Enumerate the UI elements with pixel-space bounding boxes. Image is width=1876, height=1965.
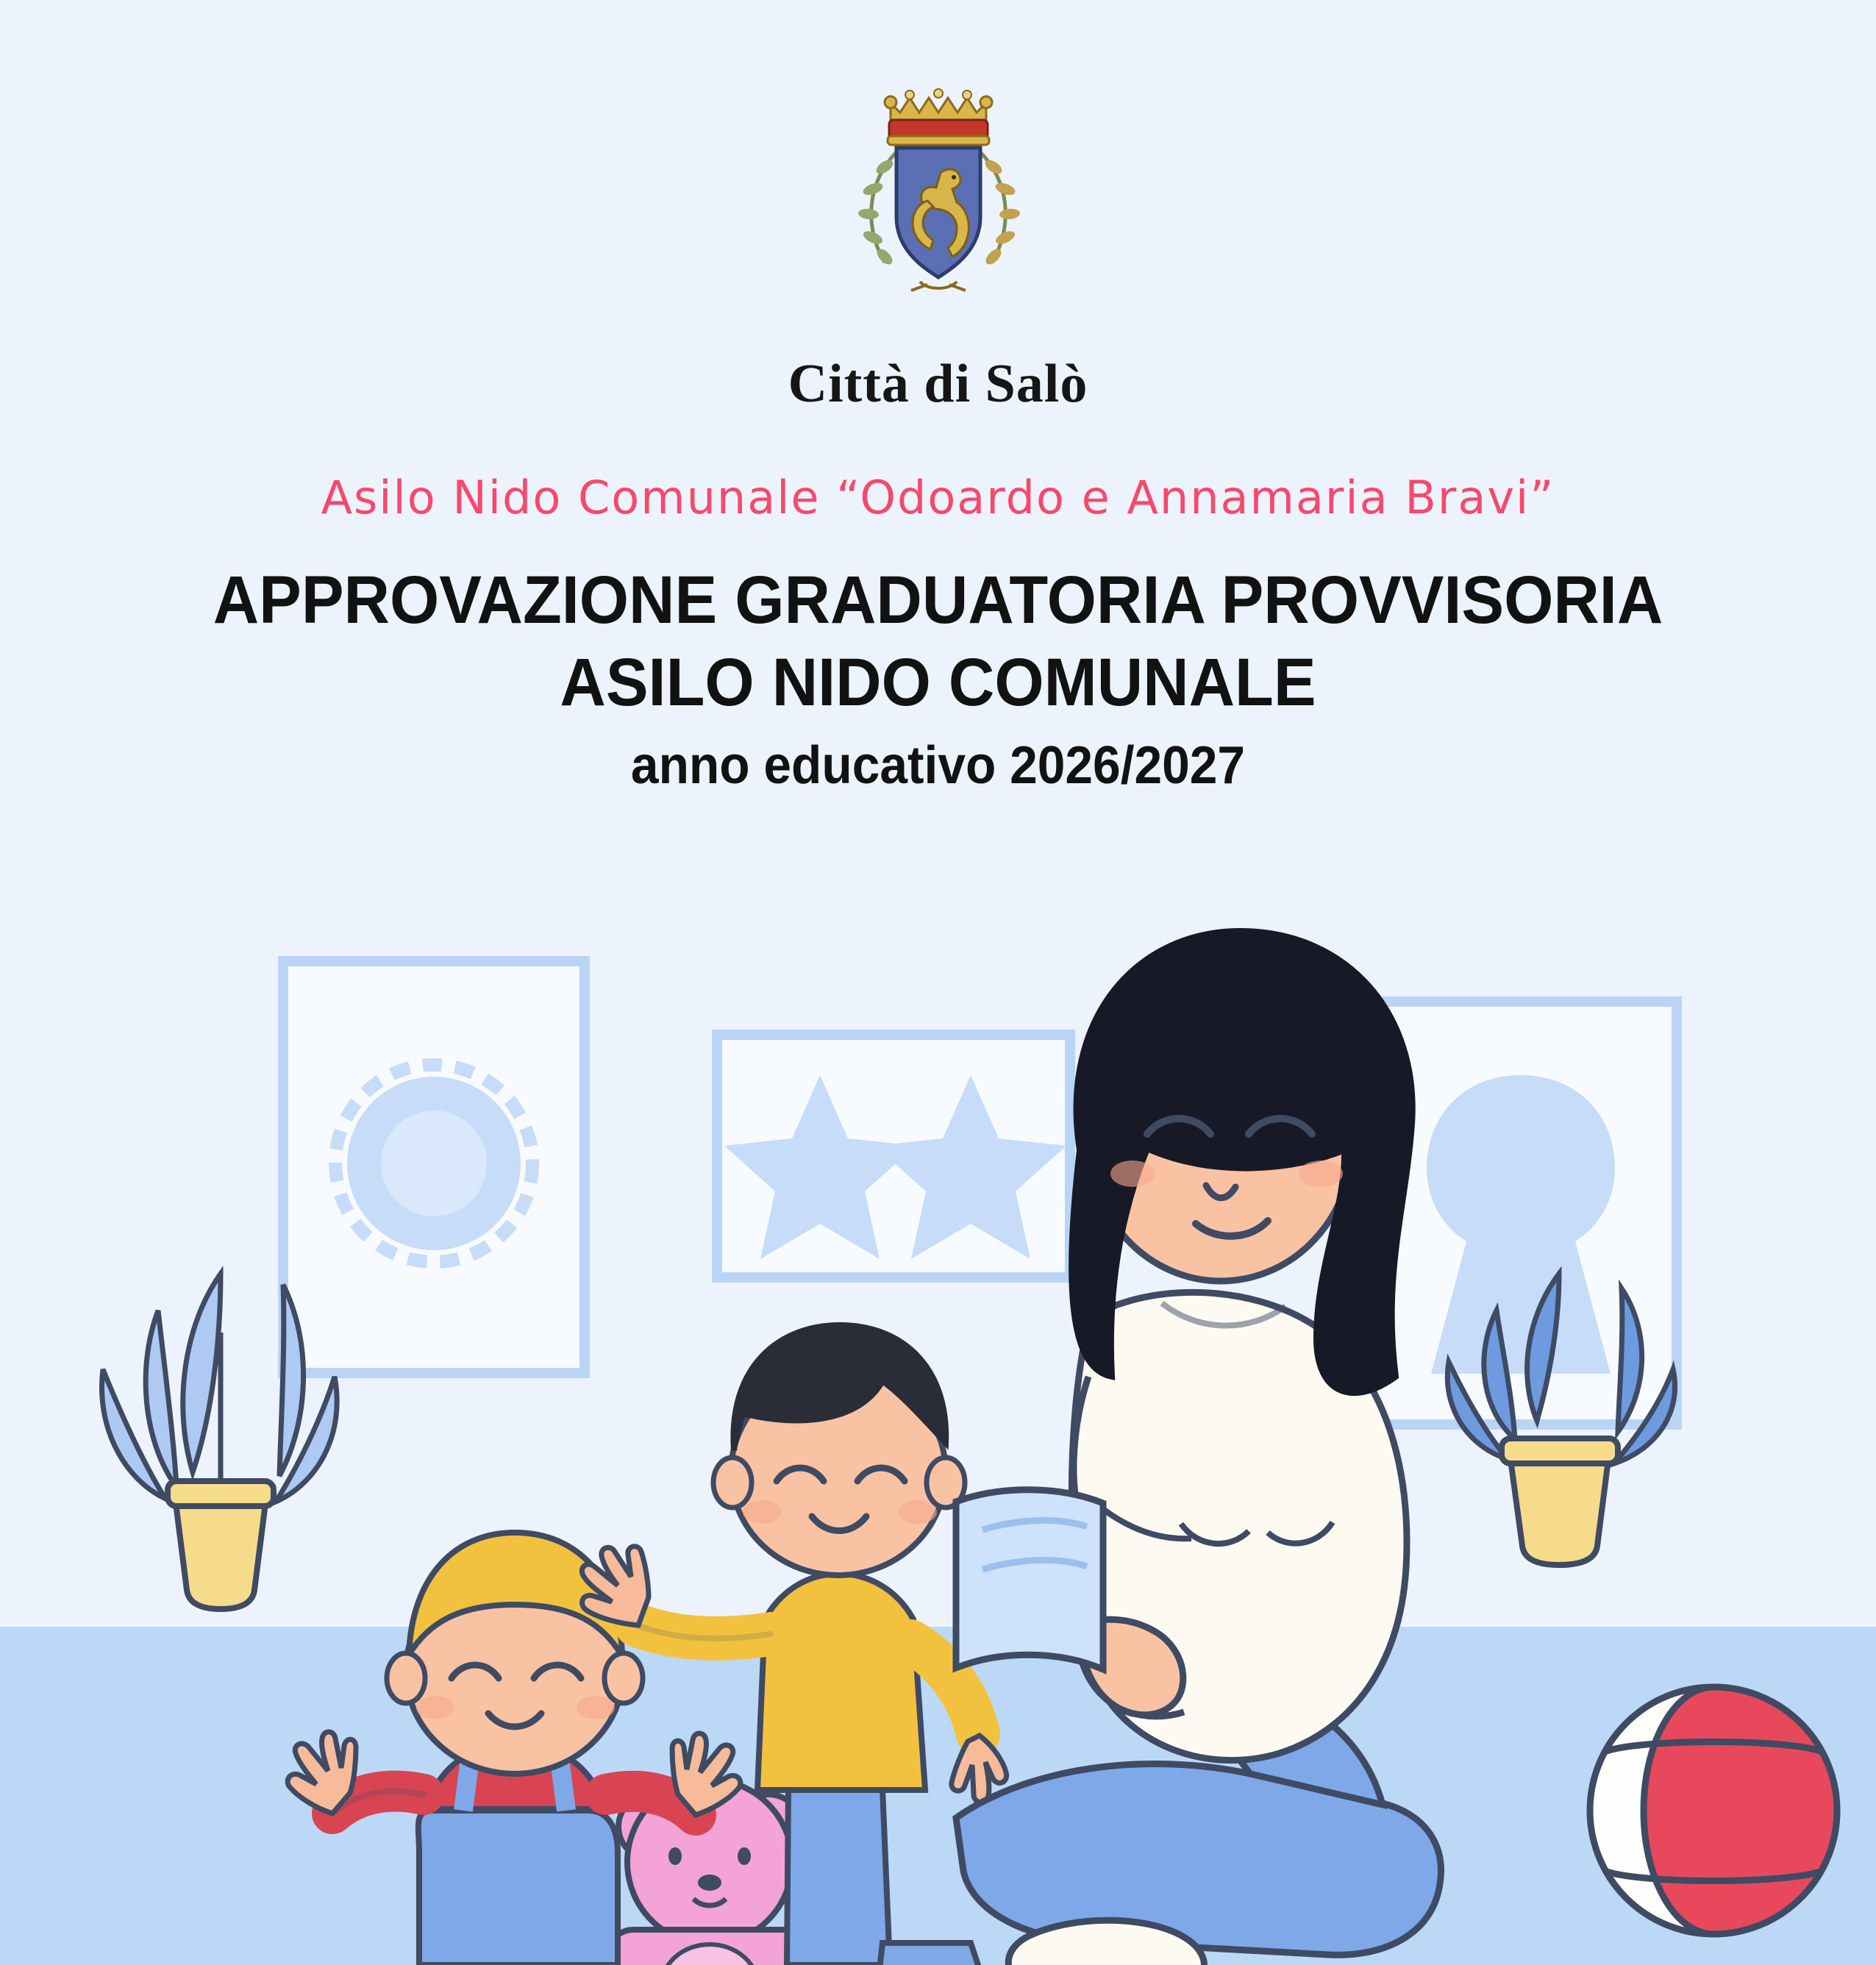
crest-container [0, 70, 1876, 331]
school-year-label: anno educativo 2026/2027 [630, 736, 1246, 796]
coat-of-arms-icon [817, 70, 1060, 327]
classroom-scene-illustration [0, 862, 1876, 1965]
wall-frame-sun [283, 961, 585, 1373]
title-line-2: ASILO NIDO COMUNALE [560, 645, 1316, 721]
title-line-1: APPROVAZIONE GRADUATORIA PROVVISORIA [213, 563, 1663, 638]
beach-ball [1456, 1687, 1837, 1934]
city-name: Città di Salò [788, 354, 1088, 414]
title-block [0, 559, 1876, 796]
wall-frame-stars [717, 1035, 1070, 1277]
nursery-name-subtitle: Asilo Nido Comunale “Odoardo e Annamaria Bravi” [321, 471, 1555, 524]
